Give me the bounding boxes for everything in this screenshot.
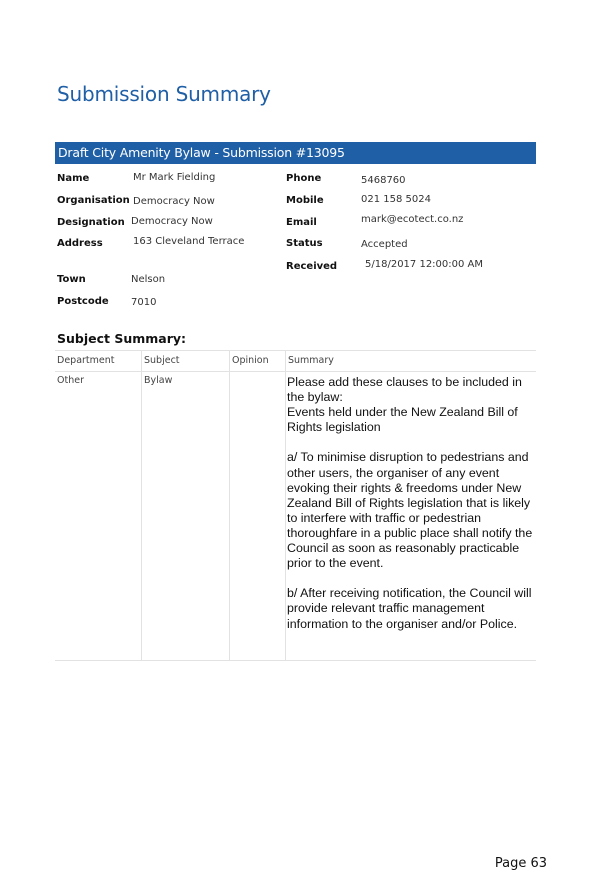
table-bottom-border bbox=[55, 660, 536, 661]
summary-paragraph: Please add these clauses to be included in the bylaw: Events held under the New Zealand Bill of Rights legislation bbox=[287, 375, 522, 435]
received-value: 5/18/2017 12:00:00 AM bbox=[365, 259, 484, 270]
summary-paragraph: b/ After receiving notification, the Council will provide relevant traffic management information to the organiser and/or Police. bbox=[287, 586, 532, 631]
summary-paragraph: a/ To minimise disruption to pedestrians and other users, the organiser of any event evoking their rights & freedoms under New Zealand Bill of Rights legislation that is likely to interfere with traffic or pedestrian thoroughfare in a public place shall notify the Council as soon as reasonably practicable prior to the event. bbox=[287, 450, 533, 571]
subject-summary-table bbox=[55, 350, 536, 661]
status-label: Status bbox=[286, 238, 323, 249]
postcode-value: 7010 bbox=[131, 297, 157, 308]
page-number: Page 63 bbox=[494, 856, 547, 871]
town-value: Nelson bbox=[131, 274, 166, 285]
mobile-value: 021 158 5024 bbox=[361, 194, 431, 205]
column-divider bbox=[229, 351, 230, 661]
email-label: Email bbox=[286, 217, 317, 228]
organisation-value: Democracy Now bbox=[133, 196, 215, 207]
submission-banner: Draft City Amenity Bylaw - Submission #13095 bbox=[55, 142, 536, 164]
header-divider bbox=[55, 371, 536, 372]
designation-value: Democracy Now bbox=[131, 216, 213, 227]
town-label: Town bbox=[57, 274, 86, 285]
status-badge: Accepted bbox=[361, 239, 408, 250]
column-divider bbox=[141, 351, 142, 661]
column-header-summary: Summary bbox=[288, 355, 334, 366]
cell-department: Other bbox=[57, 375, 84, 386]
address-value: 163 Cleveland Terrace bbox=[133, 236, 245, 247]
address-label: Address bbox=[57, 238, 103, 249]
mobile-label: Mobile bbox=[286, 195, 324, 206]
name-label: Name bbox=[57, 173, 90, 184]
column-header-opinion: Opinion bbox=[232, 355, 269, 366]
designation-label: Designation bbox=[57, 217, 125, 228]
cell-summary bbox=[287, 375, 535, 647]
phone-label: Phone bbox=[286, 173, 322, 184]
organisation-label: Organisation bbox=[57, 195, 130, 206]
column-header-department: Department bbox=[57, 355, 115, 366]
received-label: Received bbox=[286, 261, 338, 272]
email-value: mark@ecotect.co.nz bbox=[361, 214, 464, 225]
postcode-label: Postcode bbox=[57, 296, 109, 307]
subject-summary-heading: Subject Summary: bbox=[57, 331, 187, 346]
page-title: Submission Summary bbox=[57, 82, 271, 106]
phone-value: 5468760 bbox=[361, 175, 406, 186]
cell-subject: Bylaw bbox=[144, 375, 173, 386]
column-header-subject: Subject bbox=[144, 355, 180, 366]
name-value: Mr Mark Fielding bbox=[133, 172, 216, 183]
column-divider bbox=[285, 351, 286, 661]
